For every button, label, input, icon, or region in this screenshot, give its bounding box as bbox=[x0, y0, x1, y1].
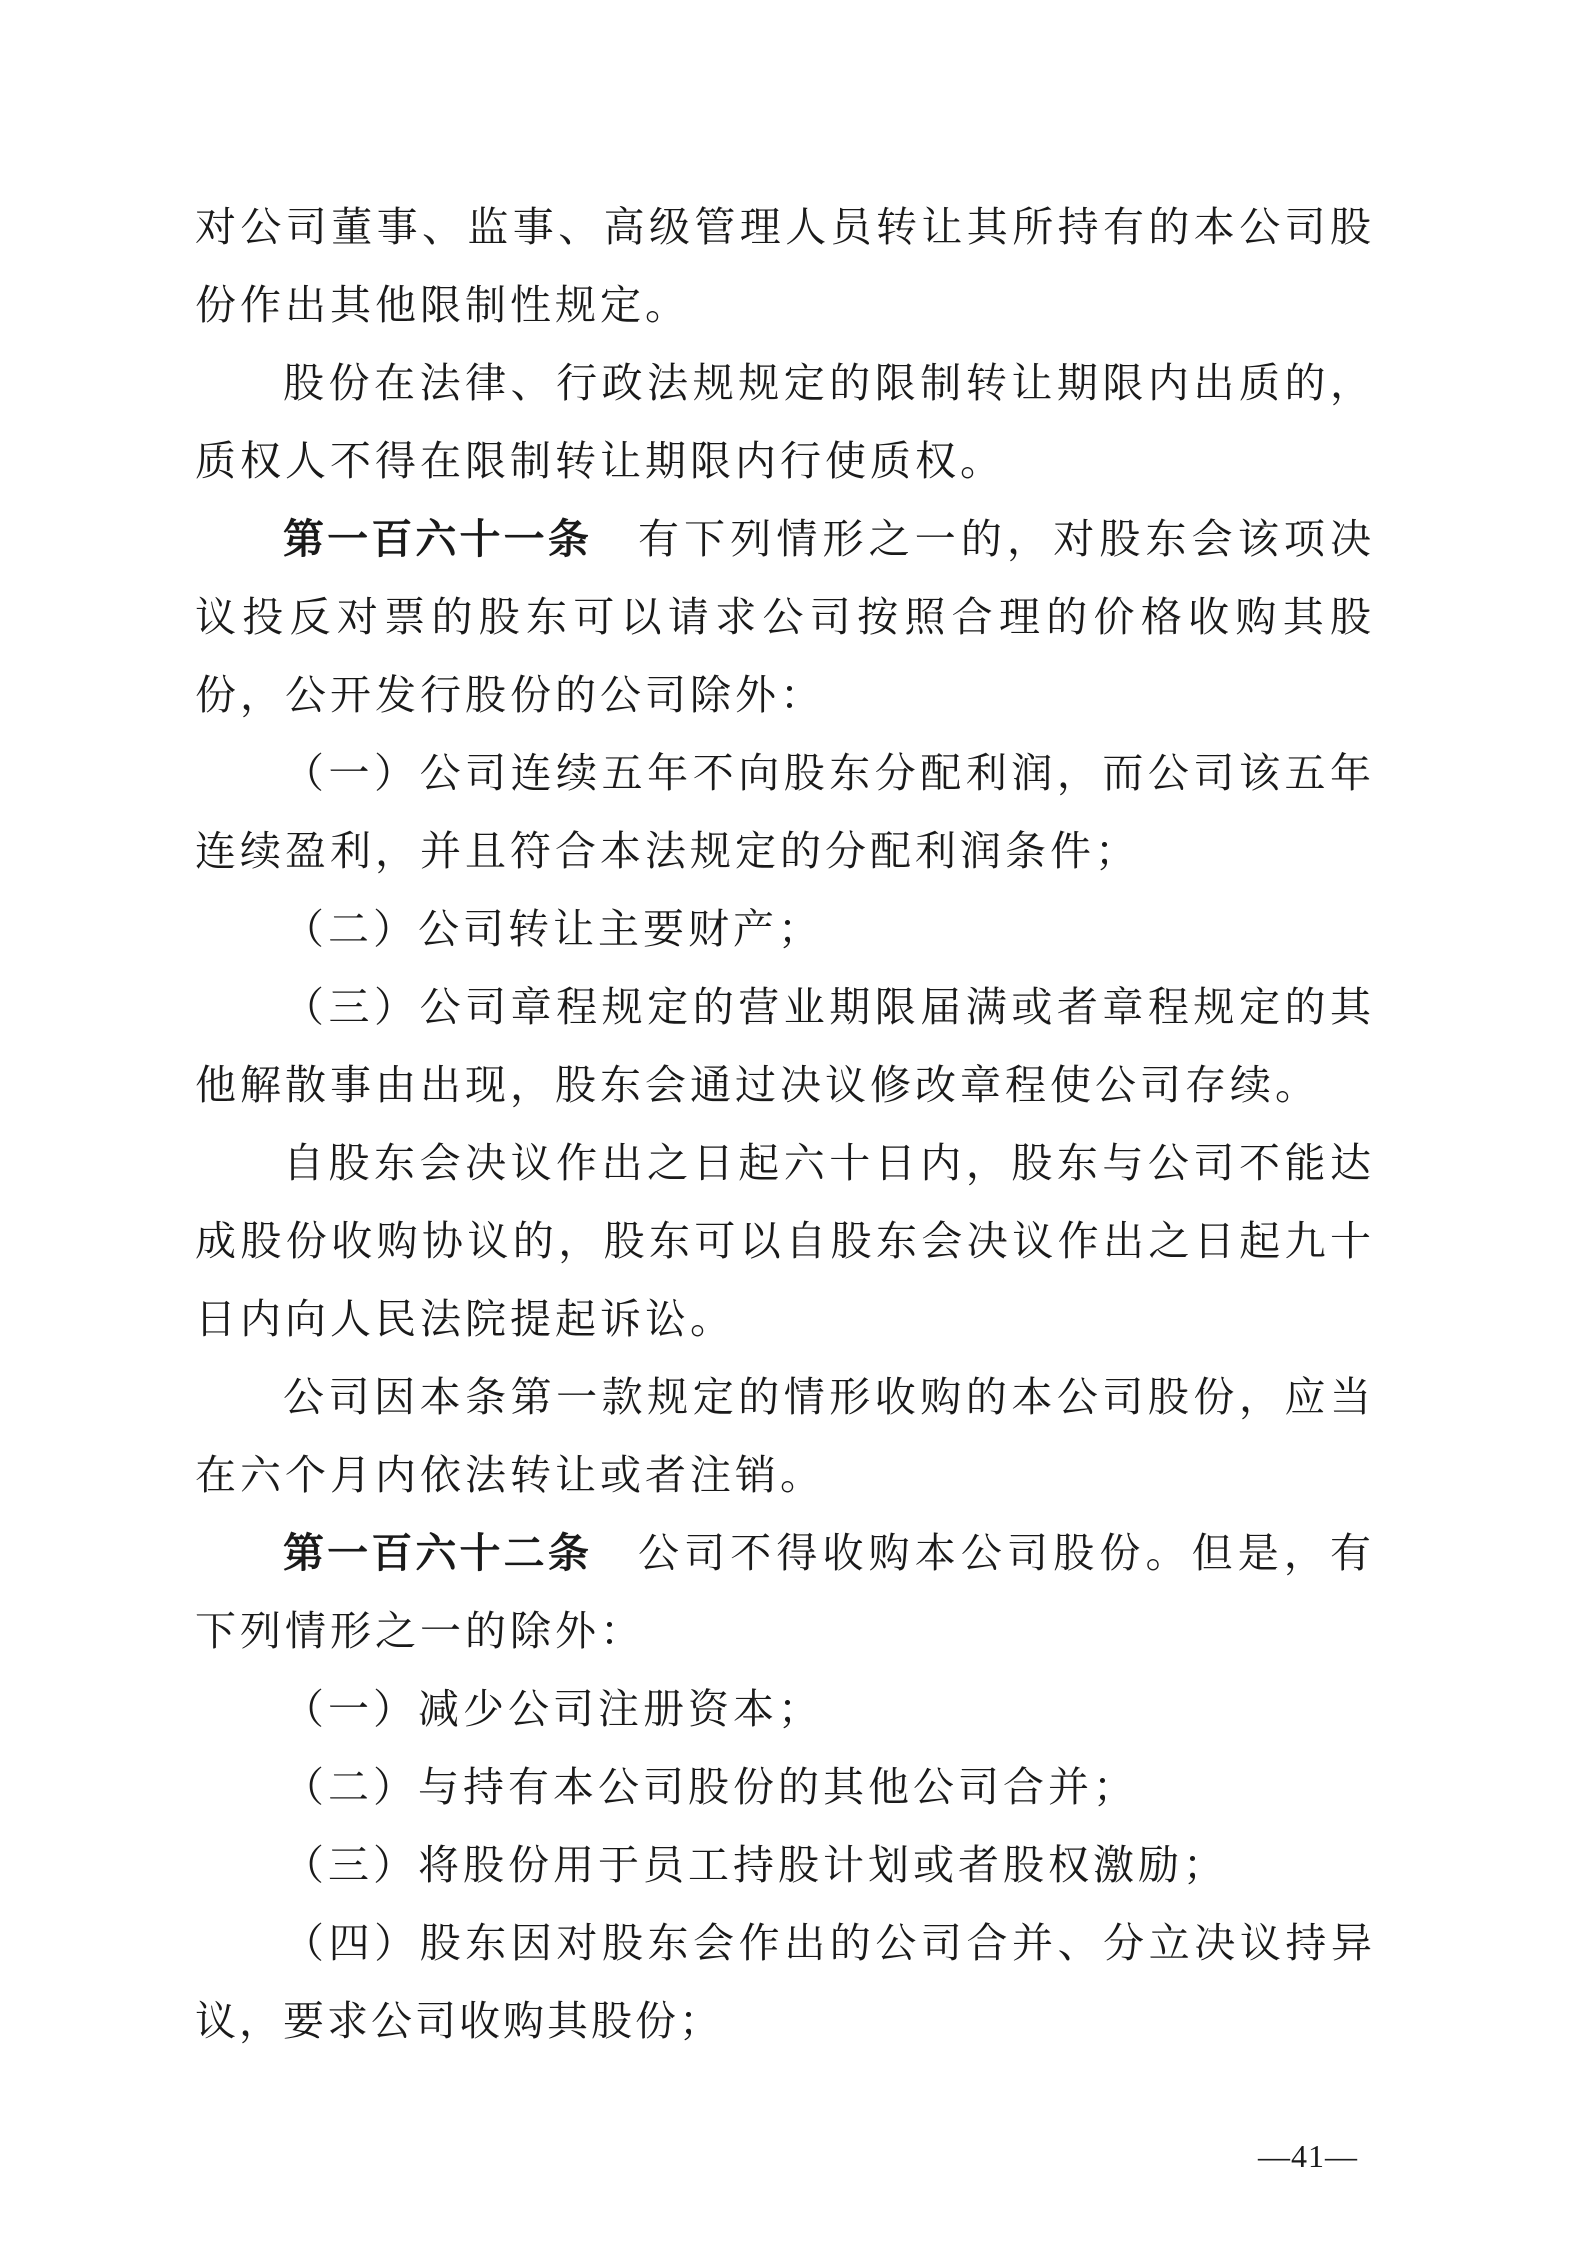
paragraph-text: 公司不得收购本公司股份。但是，有下列情形之一的除外： bbox=[195, 1529, 1376, 1655]
paragraph bbox=[195, 344, 1375, 500]
paragraph-text: （二）与持有本公司股份的其他公司合并； bbox=[283, 1763, 1138, 1811]
paragraph-text: 股份在法律、行政法规规定的限制转让期限内出质的，质权人不得在限制转让期限内行使质权。 bbox=[195, 359, 1375, 485]
paragraph-text: （三）公司章程规定的营业期限届满或者章程规定的其他解散事由出现，股东会通过决议修改章程使公司存续。 bbox=[195, 983, 1375, 1109]
page-number: —41— bbox=[1258, 2138, 1358, 2174]
paragraph-text: （二）公司转让主要财产； bbox=[283, 905, 823, 953]
list-item bbox=[195, 1826, 1375, 1904]
paragraph-text: （三）将股份用于员工持股计划或者股权激励； bbox=[283, 1841, 1228, 1889]
paragraph-text: 有下列情形之一的，对股东会该项决议投反对票的股东可以请求公司按照合理的价格收购其股份，公开发行股份的公司除外： bbox=[195, 515, 1376, 719]
article-161-paragraph bbox=[195, 500, 1375, 734]
paragraph-text: （一）公司连续五年不向股东分配利润，而公司该五年连续盈利，并且符合本法规定的分配利润条件； bbox=[195, 749, 1375, 875]
paragraph bbox=[195, 1358, 1375, 1514]
paragraph bbox=[195, 188, 1375, 344]
list-item bbox=[195, 734, 1375, 890]
list-item bbox=[195, 890, 1375, 968]
article-162-paragraph bbox=[195, 1514, 1375, 1670]
list-item bbox=[195, 1748, 1375, 1826]
list-item bbox=[195, 1904, 1375, 2060]
list-item bbox=[195, 968, 1375, 1124]
paragraph-text: （一）减少公司注册资本； bbox=[283, 1685, 823, 1733]
article-number: 第一百六十二条 bbox=[283, 1529, 592, 1577]
paragraph-text: 公司因本条第一款规定的情形收购的本公司股份，应当在六个月内依法转让或者注销。 bbox=[195, 1373, 1375, 1499]
article-number: 第一百六十一条 bbox=[283, 515, 592, 563]
document-body bbox=[195, 188, 1375, 2060]
paragraph-text: （四）股东因对股东会作出的公司合并、分立决议持异议，要求公司收购其股份； bbox=[195, 1919, 1375, 2045]
paragraph-text: 对公司董事、监事、高级管理人员转让其所持有的本公司股份作出其他限制性规定。 bbox=[195, 203, 1375, 329]
paragraph-text: 自股东会决议作出之日起六十日内，股东与公司不能达成股份收购协议的，股东可以自股东会决议作出之日起九十日内向人民法院提起诉讼。 bbox=[195, 1139, 1375, 1343]
paragraph bbox=[195, 1124, 1375, 1358]
list-item bbox=[195, 1670, 1375, 1748]
